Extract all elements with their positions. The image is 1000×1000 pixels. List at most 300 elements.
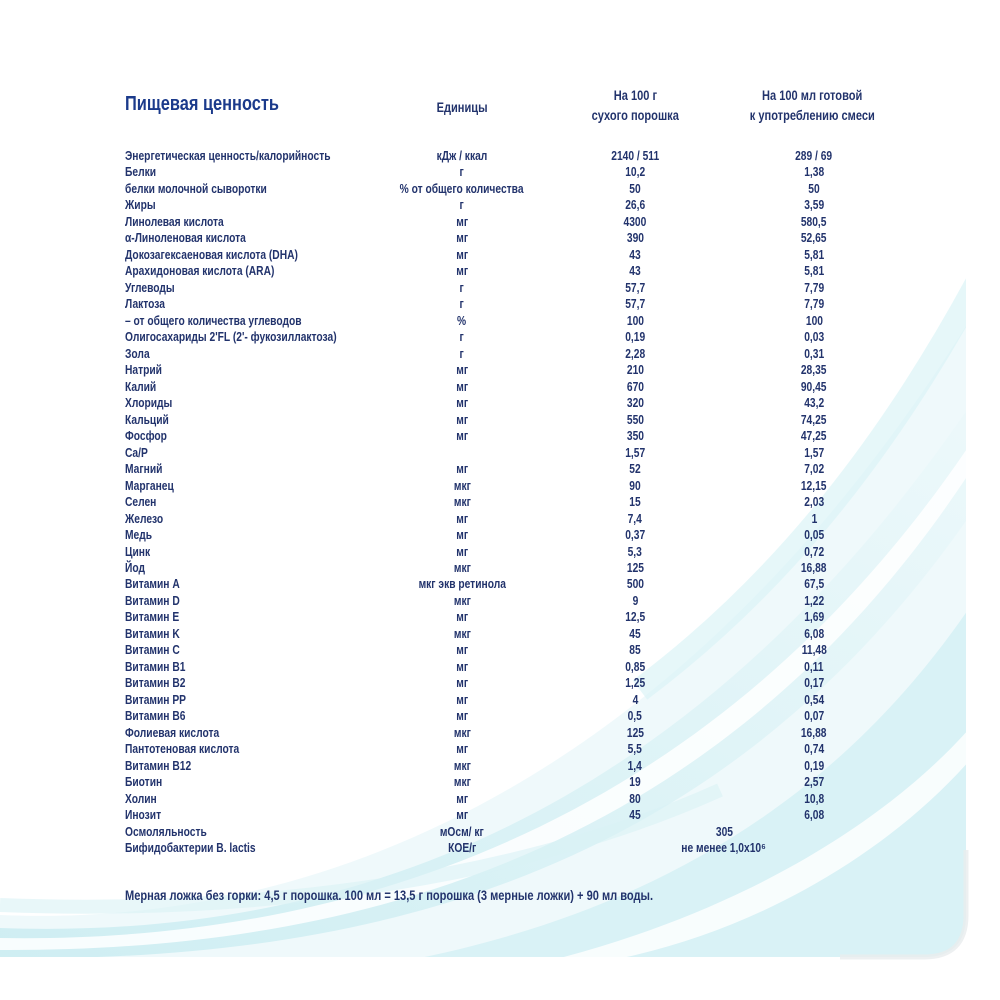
value-per-100g-cell [535,445,735,461]
nutrient-unit: мг [456,412,468,427]
value-per-100g-cell [535,494,735,510]
nutrient-name-cell [125,576,192,592]
value-per-100ml: 50 [808,181,820,196]
value-per-100g-cell [535,675,735,691]
nutrient-name-cell [125,428,176,444]
nutrient-unit: мг [456,692,468,707]
nutrient-unit-cell [362,197,562,213]
value-per-100ml: 2,57 [804,775,824,790]
nutrient-unit-cell [362,692,562,708]
value-per-100g-cell [535,758,735,774]
nutrient-name-cell [125,791,164,807]
page-title [125,91,313,117]
table-row [0,428,1000,444]
nutrient-name: – от общего количества углеводов [125,313,302,328]
nutrient-name: Витамин D [125,593,180,608]
value-per-100g-cell [535,478,735,494]
value-per-100ml: 7,79 [804,297,824,312]
value-per-100ml: 7,79 [804,280,824,295]
nutrient-name-cell [125,461,171,477]
nutrient-name-cell [125,527,158,543]
value-per-100ml: 580,5 [801,214,827,229]
value-per-100g: 43 [629,247,641,262]
nutrient-name-cell [125,313,340,329]
nutrient-name: Холин [125,791,157,806]
table-row [0,181,1000,197]
nutrient-name-cell [125,181,298,197]
nutrient-name-cell [125,197,162,213]
value-per-100g-cell [535,659,735,675]
nutrient-unit-cell [362,494,562,510]
nutrient-unit-cell [362,428,562,444]
nutrient-unit: мг [456,742,468,757]
value-per-100ml-cell [714,774,914,790]
nutrient-name-cell [125,840,284,856]
value-per-100ml-cell [714,593,914,609]
value-per-100g: 2140 / 511 [611,149,659,163]
nutrient-unit-cell [362,593,562,609]
value-per-100ml-cell [714,642,914,658]
value-per-100ml: 0,05 [804,528,824,543]
table-row [0,560,1000,576]
nutrient-unit: г [459,165,465,180]
nutrient-name-cell [125,774,170,790]
value-per-100g: 0,19 [625,330,645,345]
value-per-100g: 5,3 [627,544,643,559]
table-row [0,478,1000,494]
value-per-100g-cell [535,379,735,395]
table-row [0,692,1000,708]
value-per-100ml-cell [714,362,914,378]
value-per-100ml-cell [714,609,914,625]
nutrient-name: Ca/P [125,445,148,460]
value-per-100ml-cell [714,164,914,180]
value-per-100g: 1,57 [625,445,645,460]
value-per-100ml: 1,57 [804,445,824,460]
nutrient-unit: мг [456,247,468,262]
value-per-100g-cell [535,362,735,378]
nutrient-unit: мкг [453,561,471,575]
value-per-100ml: 74,25 [801,412,827,427]
nutrient-name: Кальций [125,412,169,427]
nutrient-unit-cell [362,642,562,658]
value-per-100g-cell [535,263,735,279]
nutrient-name: Зола [125,346,150,361]
nutrient-unit-cell [362,741,562,757]
value-per-100ml-cell [714,346,914,362]
nutrient-name-cell [125,511,172,527]
table-row [0,280,1000,296]
nutrient-unit: мкг [453,775,471,790]
value-per-100g-cell [535,412,735,428]
value-per-100g: 43 [629,264,641,279]
nutrient-unit-cell [362,544,562,560]
nutrient-name: Витамин PP [125,692,187,707]
table-row [0,840,1000,856]
nutrient-name-cell [125,362,170,378]
table-row [0,626,1000,642]
nutrient-name-cell [125,544,156,560]
value-per-100g: 350 [626,429,644,444]
nutrient-name: Белки [125,165,157,180]
value-per-100g: 57,7 [625,280,645,295]
nutrient-unit-cell [362,280,562,296]
value-per-100ml-cell [714,692,914,708]
value-per-100g-cell [535,214,735,230]
value-per-100g: 45 [629,808,641,823]
value-per-100ml: 100 [805,313,823,328]
nutrient-name-cell [125,280,186,296]
value-per-100g-cell [535,395,735,411]
nutrient-unit: мг [456,544,468,559]
nutrient-unit-cell [362,659,562,675]
nutrient-name: Витамин A [125,577,180,592]
value-per-100g-cell [535,807,735,823]
per-100g-header-line1-text: На 100 г [613,88,657,103]
nutrient-name: Йод [125,561,146,575]
value-per-100ml-cell [714,626,914,642]
table-row [0,395,1000,411]
value-per-100ml-cell [714,214,914,230]
value-per-100g: 26,6 [625,198,645,213]
value-per-100ml-cell [714,148,914,164]
value-per-100ml: 6,08 [804,808,824,823]
nutrient-unit: % [457,313,467,328]
value-per-100ml-cell [714,544,914,560]
nutrient-name-cell [125,560,149,576]
nutrient-unit-cell [362,379,562,395]
table-row [0,461,1000,477]
value-per-100ml: 10,8 [804,791,824,806]
nutrient-name: Витамин B6 [125,709,186,724]
value-per-100ml-cell [714,511,914,527]
nutrient-unit-cell [362,824,562,840]
nutrient-name: Пантотеновая кислота [125,742,240,757]
table-row [0,675,1000,691]
nutrient-unit: г [459,198,465,213]
nutrient-name: Биотин [125,775,163,790]
nutrient-unit: мг [456,462,468,477]
value-per-100g-cell [535,247,735,263]
nutrient-name-cell [125,445,153,461]
nutrient-unit-cell [362,609,562,625]
per-100ml-column-header [702,86,922,126]
table-row [0,379,1000,395]
value-per-100ml: 289 / 69 [795,149,833,163]
value-per-100ml-cell [714,395,914,411]
value-per-100ml: 1,69 [804,610,824,625]
value-per-100ml: 0,31 [804,346,824,361]
value-per-100ml: 28,35 [801,363,827,378]
value-per-100ml-cell [714,296,914,312]
nutrient-unit-cell [362,725,562,741]
nutrient-name-cell [125,395,183,411]
table-row [0,214,1000,230]
table-row [0,807,1000,823]
value-per-100ml-cell [714,560,914,576]
value-per-100ml: 1,38 [804,165,824,180]
nutrient-name: Фосфор [125,429,167,444]
table-row [0,576,1000,592]
table-row [0,148,1000,164]
table-row [0,791,1000,807]
value-per-100ml-cell [714,725,914,741]
nutrient-name-cell [125,247,336,263]
page-title-text: Пищевая ценность [125,93,279,115]
per-100g-header-line2-text: сухого порошка [591,108,679,123]
value-per-100g-cell [535,544,735,560]
nutrient-name-cell [125,642,192,658]
value-per-100ml-cell [714,708,914,724]
table-row [0,758,1000,774]
nutrient-unit-cell [362,263,562,279]
nutrient-unit: мкг [453,478,471,493]
value-per-100g-cell [535,593,735,609]
per-100ml-header-line2 [702,106,922,126]
nutrient-name-cell [125,296,174,312]
nutrient-name-cell [125,692,199,708]
value-per-100g: 1,25 [625,676,645,691]
value-per-100ml: 0,72 [804,544,824,559]
value-per-100ml: 12,15 [801,478,827,493]
nutrient-name-cell [125,329,383,345]
nutrient-name-cell [125,609,191,625]
table-row [0,642,1000,658]
table-row [0,725,1000,741]
nutrient-unit-cell [362,395,562,411]
value-per-100ml-cell [714,675,914,691]
nutrient-name-cell [125,478,185,494]
value-per-100g: 2,28 [625,346,645,361]
value-per-100ml: 7,02 [804,462,824,477]
value-per-100ml-cell [714,379,914,395]
table-row [0,511,1000,527]
value-per-100g: 0,85 [625,659,645,674]
nutrient-unit-cell [362,181,562,197]
nutrient-name-cell [125,626,192,642]
value-per-100g-cell [535,609,735,625]
nutrient-name-cell [125,148,376,164]
nutrient-unit-cell [362,214,562,230]
nutrient-unit-cell [362,164,562,180]
nutrient-unit-cell [362,412,562,428]
value-per-100ml-cell [714,807,914,823]
value-per-100ml: 52,65 [801,231,827,246]
table-row [0,296,1000,312]
value-per-100ml-cell [714,230,914,246]
value-per-100ml-cell [714,412,914,428]
nutrient-unit: мг [456,429,468,444]
value-per-100g-cell [535,181,735,197]
nutrient-name: Витамин E [125,610,180,625]
nutrient-unit: мкг [453,725,471,740]
value-combined: 305 [715,824,733,839]
value-per-100ml-cell [714,181,914,197]
value-per-100g: 57,7 [625,297,645,312]
table-row [0,230,1000,246]
nutrient-name: Железо [125,511,164,526]
value-per-100g-cell [535,428,735,444]
value-per-100g-cell [535,230,735,246]
per-100ml-header-line1-text: На 100 мл готовой [761,88,863,103]
value-per-100g-cell [535,148,735,164]
nutrient-name: Олигосахариды 2'FL (2'- фукозиллактоза) [125,330,337,345]
nutrient-unit-cell [362,807,562,823]
nutrient-unit-cell [362,148,562,164]
value-per-100g-cell [535,461,735,477]
nutrient-unit: г [459,330,465,345]
value-per-100g-cell [535,164,735,180]
nutrient-name-cell [125,412,178,428]
value-per-100ml: 43,2 [804,396,824,411]
value-per-100g: 100 [626,313,644,328]
value-per-100ml-cell [714,527,914,543]
value-per-100g: 5,5 [627,742,643,757]
value-per-100ml-cell [714,428,914,444]
nutrient-unit-cell [362,840,562,856]
nutrient-name: Цинк [125,544,151,559]
nutrient-unit-cell [362,329,562,345]
value-per-100ml-cell [714,494,914,510]
value-per-100g-cell [535,296,735,312]
value-per-100g: 9 [632,593,638,608]
value-per-100ml: 0,07 [804,709,824,724]
nutrient-name: Витамин K [125,626,180,641]
table-row [0,544,1000,560]
value-per-100ml: 0,17 [804,676,824,691]
nutrient-unit: г [459,280,465,295]
value-per-100ml: 2,03 [804,495,824,510]
value-per-100g-cell [535,329,735,345]
value-per-100ml: 16,88 [801,561,827,575]
table-row [0,609,1000,625]
value-per-100g-cell [535,642,735,658]
value-per-100g-cell [535,560,735,576]
table-row [0,313,1000,329]
value-per-100ml: 67,5 [804,577,824,592]
nutrient-name-cell [125,758,206,774]
value-per-100g: 4300 [623,214,647,229]
value-per-100ml-cell [714,461,914,477]
nutrient-name: Жиры [125,198,156,213]
value-per-100g-cell [535,725,735,741]
nutrient-unit-cell [362,626,562,642]
value-per-100g: 0,5 [627,709,643,724]
table-row [0,164,1000,180]
nutrient-unit: КОЕ/г [447,841,477,856]
nutrient-name: Хлориды [125,396,173,411]
nutrient-name-cell [125,708,199,724]
nutrient-name-cell [125,214,245,230]
nutrient-name: α-Линоленовая кислота [125,231,246,246]
nutrient-unit: мг [456,659,468,674]
value-per-100ml: 1,22 [804,593,824,608]
nutrient-name: Витамин C [125,643,180,658]
nutrient-unit: мкг [453,626,471,641]
nutrient-unit: мг [456,379,468,394]
value-per-100ml-cell [714,197,914,213]
footer-note [125,886,769,906]
nutrient-name: Магний [125,462,163,477]
table-row [0,708,1000,724]
nutrient-unit: мкг [453,495,471,510]
value-per-100g-cell [535,527,735,543]
value-per-100g: 52 [629,462,641,477]
value-per-100g: 1,4 [627,758,643,773]
nutrient-unit-cell [362,445,562,461]
value-per-100g-cell [535,692,735,708]
value-per-100g: 90 [629,478,641,493]
table-row [0,659,1000,675]
nutrient-name-cell [125,659,199,675]
value-per-100ml-cell [714,280,914,296]
nutrient-name-cell [125,725,240,741]
nutrient-name: Углеводы [125,280,175,295]
nutrient-name-cell [125,824,225,840]
nutrient-name: белки молочной сыворотки [125,181,267,196]
value-per-100ml-cell [714,329,914,345]
table-row [0,494,1000,510]
value-combined: не менее 1,0x10⁶ [681,841,767,856]
nutrient-unit: мкг [453,593,471,608]
nutrient-unit-cell [362,560,562,576]
value-per-100g: 0,37 [625,528,645,543]
value-per-100g-cell [535,576,735,592]
value-per-100g-cell [535,197,735,213]
nutrient-name-cell [125,263,307,279]
table-row [0,593,1000,609]
nutrient-name: Калий [125,379,157,394]
nutrient-name-cell [125,807,169,823]
table-row [0,445,1000,461]
value-per-100ml-cell [714,576,914,592]
value-per-100g-cell [535,346,735,362]
nutrient-unit-cell [362,774,562,790]
value-per-100g: 10,2 [625,165,645,180]
value-per-100g: 500 [626,577,644,592]
nutrient-unit: мкг [453,758,471,773]
nutrient-unit-cell [362,478,562,494]
nutrient-unit: мОсм/ кг [440,824,484,839]
value-combined-cell [624,840,824,856]
value-per-100g: 80 [629,791,641,806]
value-per-100ml-cell [714,445,914,461]
value-per-100ml: 6,08 [804,626,824,641]
nutrient-unit: мг [456,791,468,806]
nutrient-unit: мг [456,676,468,691]
nutrient-name: Витамин B12 [125,758,192,773]
nutrient-name: Марганец [125,478,174,493]
units-header-text: Единицы [436,100,488,115]
nutrient-name: Инозит [125,808,162,823]
nutrient-unit: мкг экв ретинола [418,577,506,592]
value-per-100g-cell [535,280,735,296]
nutrient-unit-cell [362,346,562,362]
value-per-100ml: 0,74 [804,742,824,757]
value-per-100ml-cell [714,263,914,279]
nutrient-unit-cell [362,313,562,329]
value-per-100g-cell [535,313,735,329]
nutrient-name: Докозагексаеновая кислота (DHA) [125,247,298,262]
table-row [0,362,1000,378]
value-per-100g-cell [535,791,735,807]
value-per-100ml-cell [714,659,914,675]
nutrient-name: Линолевая кислота [125,214,224,229]
nutrient-name: Фолиевая кислота [125,725,220,740]
value-per-100ml: 0,19 [804,758,824,773]
value-per-100ml-cell [714,758,914,774]
value-per-100ml: 90,45 [801,379,827,394]
